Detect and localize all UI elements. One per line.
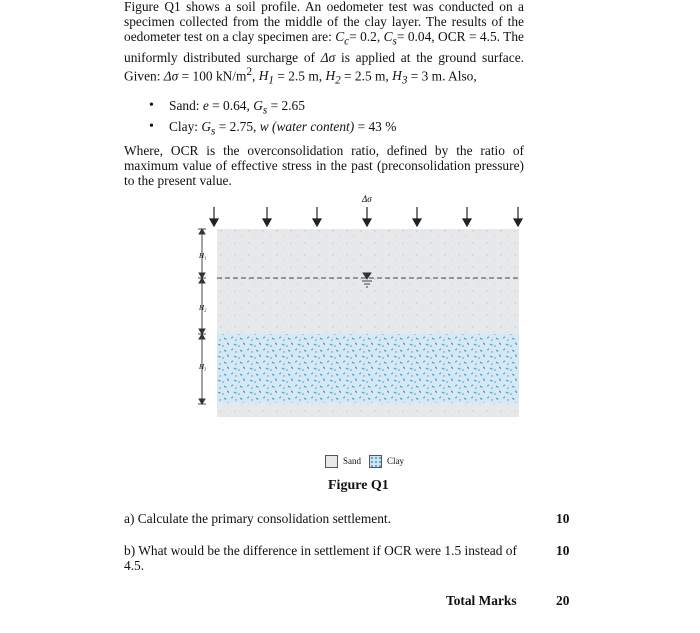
sand-swatch xyxy=(325,455,338,468)
sand-properties: • Sand: e = 0.64, $G_s = 2.65$ xyxy=(124,98,544,119)
h1-label: H₁ xyxy=(199,252,207,260)
question-b: b) What would be the difference in settlement if OCR were 1.5 instead of 4.5. xyxy=(124,543,517,573)
clay-swatch xyxy=(369,455,382,468)
figure-legend xyxy=(325,454,404,468)
legend-clay-label: Clay xyxy=(387,456,404,466)
figure-caption: Figure Q1 xyxy=(328,478,389,493)
surcharge-label: Δσ xyxy=(362,194,372,204)
question-a-marks: 10 xyxy=(556,511,570,526)
soil-profile-figure xyxy=(190,192,530,417)
clay-properties: • Clay: $G_s = 2.75$, w (water content) = 43 % xyxy=(124,119,544,140)
surcharge-arrows xyxy=(210,207,522,226)
intro-paragraph: Figure Q1 shows a soil profile. An oedometer test was conducted on a specimen collected from the middle of the clay layer. The results of the oedometer test on a clay specimen are: $C_c= 0.2$, $C_s= 0.04$, OCR = 4.5. The uniformly distributed surcharge of Δσ is applied at the ground surface. Given: Δσ = 100 $kN/m^2$, $H_1 = 2.5$ m, $H_2 = 2.5$ m, $H_3 = 3$ m. Also, xyxy=(124,0,524,87)
clay-layer xyxy=(217,334,519,403)
h3-label: H₃ xyxy=(199,363,207,371)
question-b-marks: 10 xyxy=(556,543,570,558)
total-marks-label: Total Marks xyxy=(446,593,517,608)
total-marks-value: 20 xyxy=(556,593,570,608)
ocr-definition: Where, OCR is the overconsolidation ratio, defined by the ratio of maximum value of effective stress in the past (preconsolidation pressure) to the present value. xyxy=(124,143,524,188)
legend-sand-label: Sand xyxy=(343,456,361,466)
h2-label: H₂ xyxy=(199,304,207,312)
properties-list xyxy=(124,98,544,140)
question-a: a) Calculate the primary consolidation settlement. xyxy=(124,511,391,526)
